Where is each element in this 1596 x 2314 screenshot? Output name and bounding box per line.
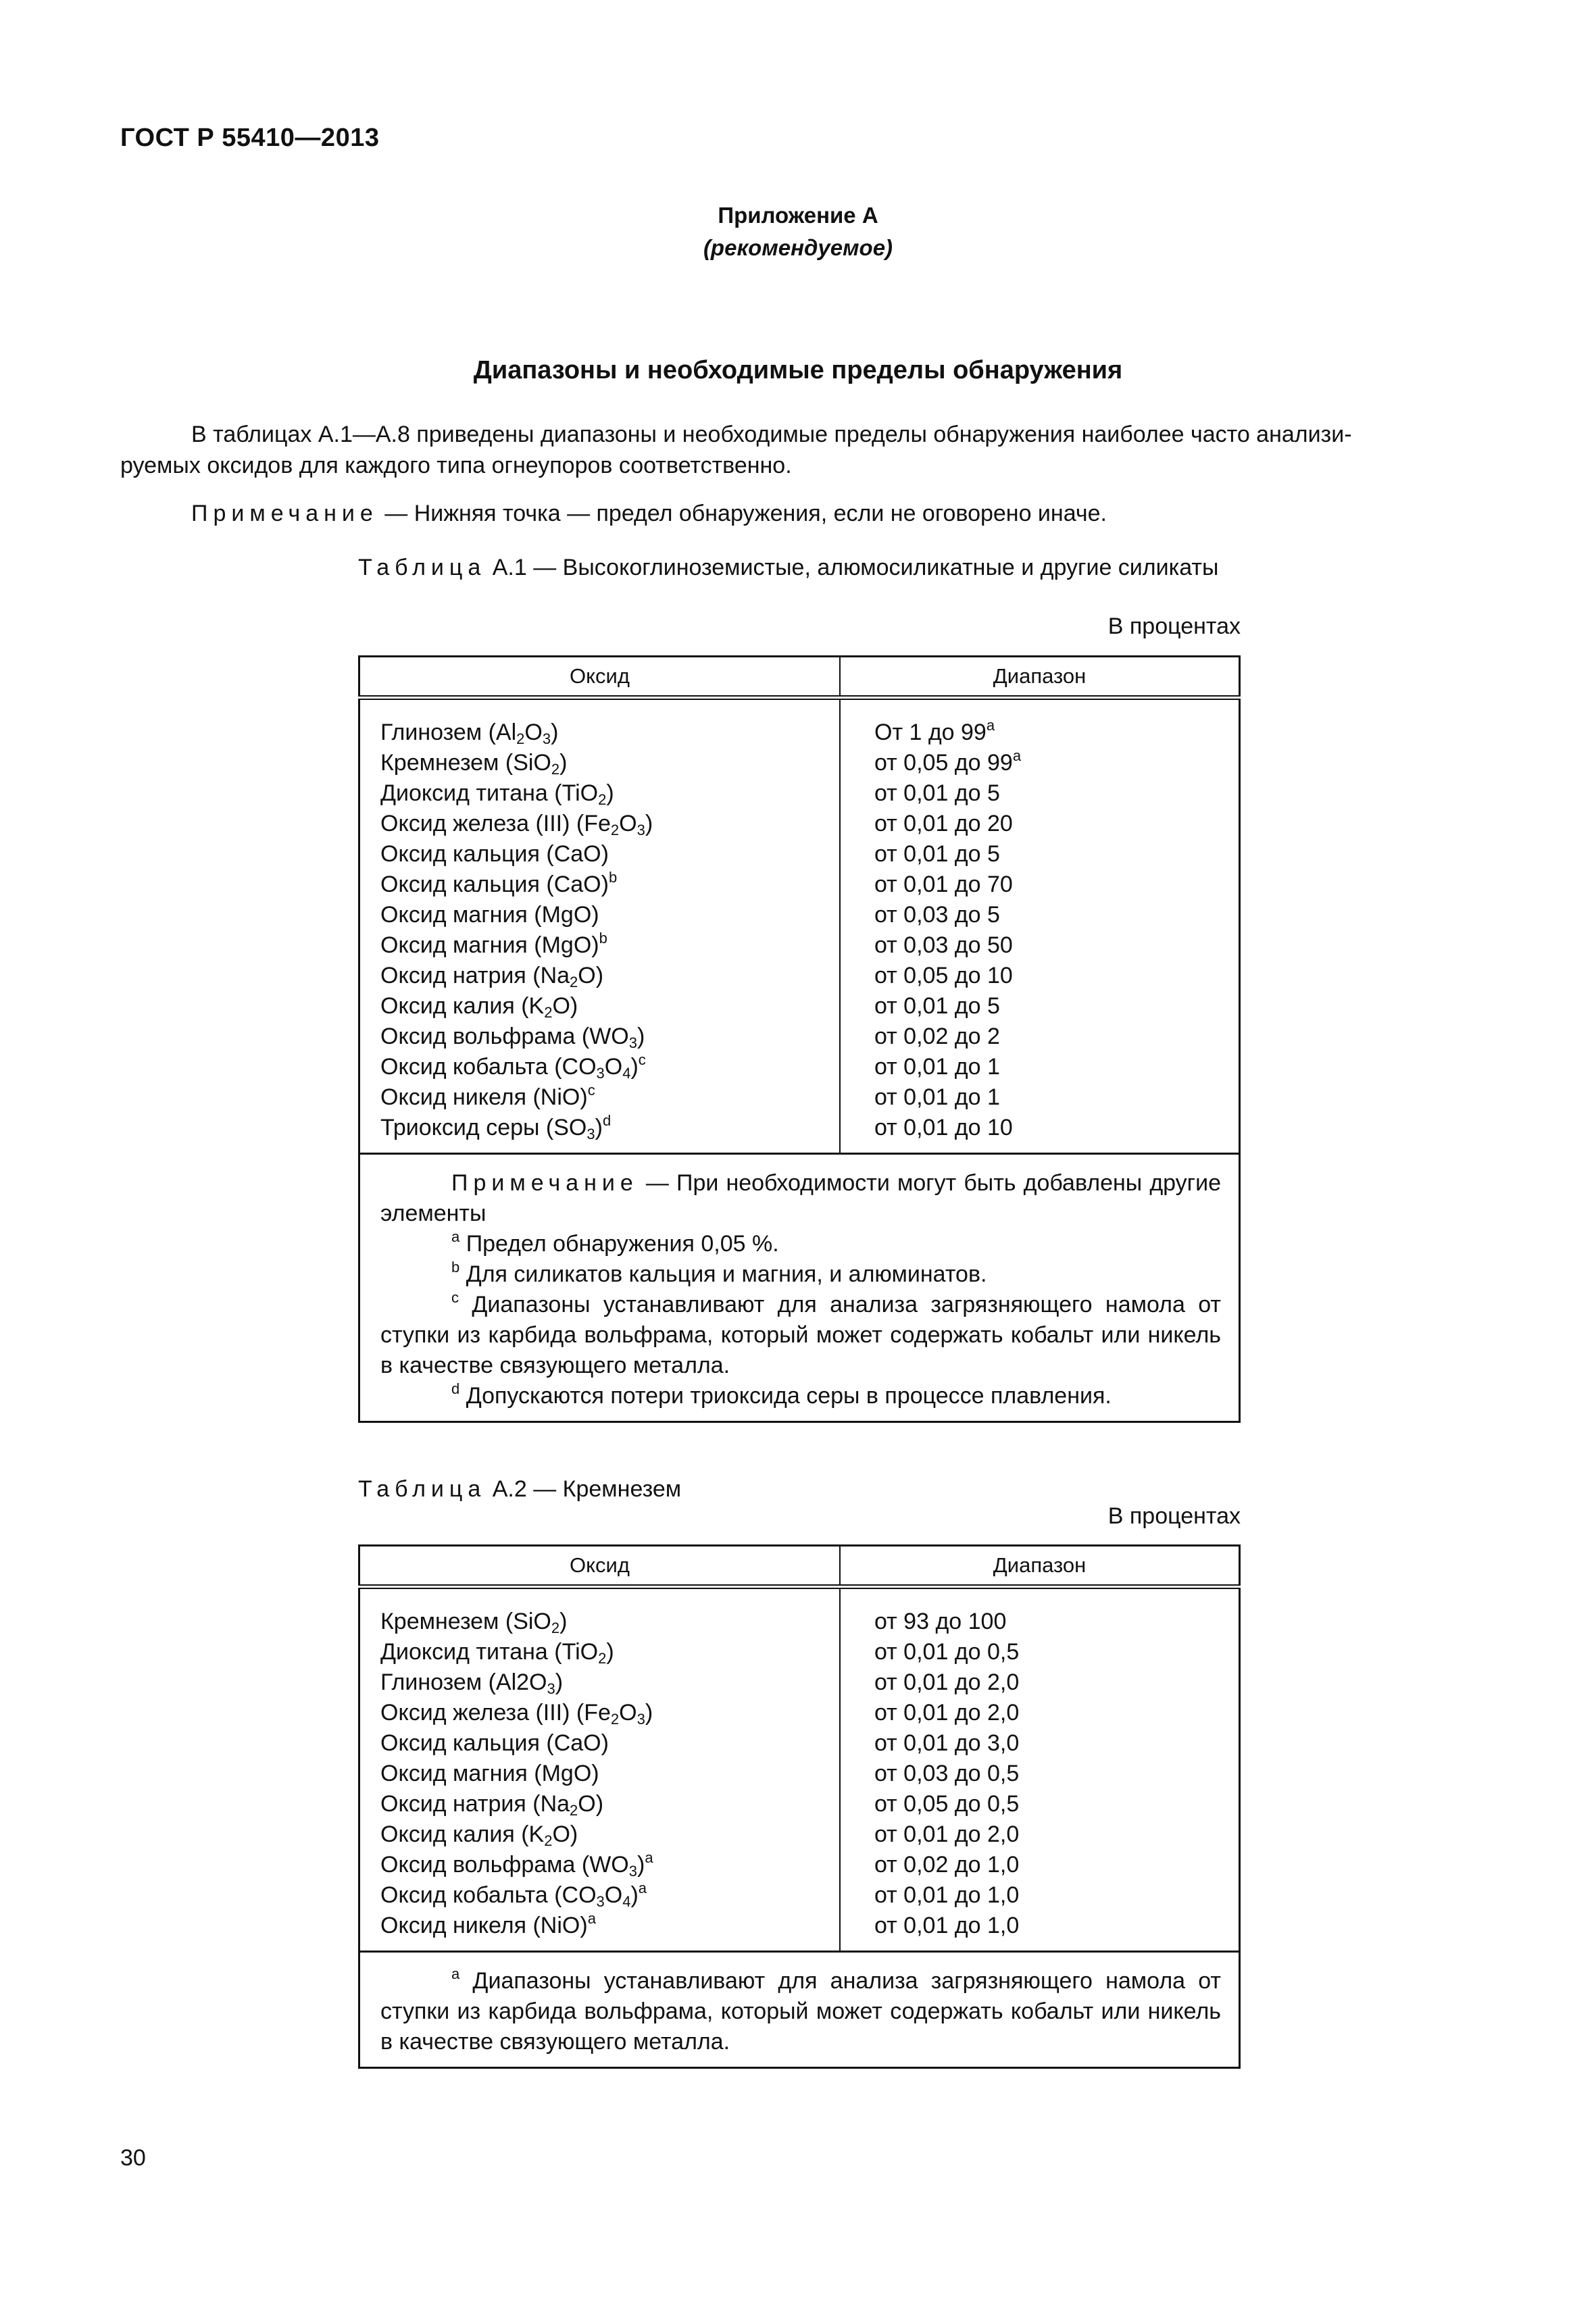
range-value: [874, 1637, 1238, 1667]
oxide-text: Кремнезем (SiO: [380, 1609, 551, 1634]
footnote-mark: b: [451, 1259, 460, 1276]
oxide-name: [380, 809, 839, 839]
table2: [358, 1544, 1241, 2069]
range-text: от 0,01 до 5: [874, 780, 1000, 806]
footnote-text: Диапазоны устанавливают для анализа загрязняющего намола от ступки из карбида вольфрама, который может содержать кобальт или никель в качестве связующего металла.: [380, 1292, 1221, 1378]
oxide-text: Диоксид титана (TiO: [380, 1639, 599, 1665]
oxide-name: [380, 1850, 839, 1880]
subscript: 4: [622, 1065, 631, 1082]
table1-caption: [358, 553, 1240, 582]
range-value: [874, 718, 1238, 748]
table1-notes: [359, 1154, 1240, 1422]
subscript: 2: [570, 974, 578, 990]
oxide-name: [380, 1728, 839, 1759]
range-text: от 0,01 до 5: [874, 993, 1000, 1019]
note-label: Примечание: [191, 501, 378, 526]
footnote-text: Допускаются потери триоксида серы в процессе плавления.: [459, 1383, 1112, 1409]
oxide-text: Глинозем (Al: [380, 720, 517, 745]
oxide-text: O): [552, 993, 578, 1019]
oxide-text: Глинозем (Al2O: [380, 1669, 547, 1695]
footnote-text: Диапазоны устанавливают для анализа загрязняющего намола от ступки из карбида вольфрама, который может содержать кобальт или никель в качестве связующего металла.: [380, 1968, 1221, 2055]
table1-note-label: Примечание: [451, 1170, 639, 1196]
range-text: от 0,01 до 0,5: [874, 1639, 1020, 1665]
oxide-name: [380, 839, 839, 870]
oxide-text: ): [595, 1115, 603, 1140]
range-text: от 0,05 до 0,5: [874, 1791, 1020, 1817]
oxide-text: Оксид калия (K: [380, 993, 545, 1019]
oxide-text: Оксид кальция (CaO): [380, 872, 609, 897]
footnote-mark: a: [1012, 747, 1022, 764]
oxide-name: [380, 991, 839, 1022]
range-value: [874, 748, 1238, 778]
range-value: [874, 961, 1238, 991]
oxide-text: ): [559, 1609, 568, 1634]
footnote-text: Предел обнаружения 0,05 %.: [459, 1231, 779, 1257]
table1-range-cell: [840, 698, 1240, 1154]
footnote-mark: d: [451, 1380, 460, 1397]
table2-footnotes: [380, 1966, 1221, 2057]
range-text: от 0,01 до 1,0: [874, 1913, 1020, 1938]
oxide-name: [380, 930, 839, 961]
range-value: [874, 1728, 1238, 1759]
footnote: [380, 1259, 1221, 1290]
oxide-name: [380, 718, 839, 748]
oxide-name: [380, 870, 839, 900]
footnote-mark: a: [451, 1228, 460, 1245]
table1-footnotes: [380, 1229, 1221, 1411]
oxide-text: Кремнезем (SiO: [380, 750, 551, 776]
document-id: ГОСТ Р 55410—2013: [120, 124, 380, 152]
oxide-name: [380, 1607, 839, 1637]
range-text: от 0,02 до 1,0: [874, 1852, 1020, 1878]
range-value: [874, 991, 1238, 1022]
subscript: 3: [587, 1126, 595, 1142]
footnote-mark: a: [451, 1965, 460, 1982]
oxide-name: [380, 1698, 839, 1728]
subscript: 3: [596, 1065, 605, 1082]
footnote-mark: c: [587, 1082, 595, 1099]
table2-range-cell: [840, 1587, 1240, 1952]
oxide-text: O: [619, 811, 637, 836]
table1-col-oxide: Оксид: [359, 657, 841, 698]
range-text: от 0,01 до 1: [874, 1054, 1000, 1080]
range-value: [874, 809, 1238, 839]
subscript: 3: [547, 1680, 555, 1697]
oxide-text: O: [524, 720, 543, 745]
subscript: 3: [637, 822, 645, 838]
oxide-text: O): [578, 963, 604, 988]
range-text: от 0,01 до 2,0: [874, 1669, 1020, 1695]
range-text: от 0,01 до 10: [874, 1115, 1013, 1140]
range-value: [874, 1850, 1238, 1880]
range-value: [874, 1113, 1238, 1143]
table1-label: Таблица: [358, 555, 487, 580]
range-text: от 0,01 до 70: [874, 872, 1013, 897]
table2-notes: [359, 1952, 1240, 2068]
table1-unit-text: В процентах: [1107, 613, 1241, 639]
range-value: [874, 870, 1238, 900]
range-text: от 0,03 до 50: [874, 932, 1013, 958]
oxide-text: ): [555, 1669, 564, 1695]
subscript: 2: [516, 730, 525, 747]
range-value: [874, 1082, 1238, 1113]
oxide-text: Оксид натрия (Na: [380, 963, 570, 988]
range-text: от 0,01 до 2,0: [874, 1821, 1020, 1847]
subscript: 4: [622, 1893, 631, 1910]
footnote-mark: a: [645, 1849, 653, 1866]
oxide-text: ): [606, 780, 614, 806]
subscript: 2: [570, 1802, 578, 1819]
range-text: от 0,03 до 5: [874, 902, 1000, 928]
note-text: — Нижняя точка — предел обнаружения, если не оговорено иначе.: [378, 501, 1107, 526]
table1-note: [380, 1168, 1221, 1229]
subscript: 3: [596, 1893, 605, 1910]
oxide-name: [380, 1789, 839, 1819]
range-text: от 0,01 до 1: [874, 1084, 1000, 1110]
footnote-mark: b: [608, 869, 618, 886]
oxide-name: [380, 1819, 839, 1850]
subscript: 2: [610, 1711, 620, 1728]
intro-paragraph: [120, 419, 1478, 481]
range-text: от 0,01 до 5: [874, 841, 1000, 867]
range-value: [874, 1607, 1238, 1637]
range-value: [874, 1022, 1238, 1052]
oxide-name: [380, 1022, 839, 1052]
footnote: [380, 1290, 1221, 1381]
oxide-text: ): [645, 1700, 653, 1726]
oxide-text: Оксид магния (MgO): [380, 902, 599, 928]
page-number: 30: [120, 2145, 146, 2171]
oxide-text: O): [552, 1821, 578, 1847]
range-value: [874, 1789, 1238, 1819]
range-text: от 0,01 до 3,0: [874, 1730, 1020, 1756]
footnote-mark: a: [986, 717, 995, 734]
subscript: 2: [551, 1619, 560, 1636]
oxide-name: [380, 1637, 839, 1667]
oxide-text: Оксид железа (III) (Fe: [380, 1700, 611, 1726]
range-value: [874, 1698, 1238, 1728]
footnote-mark: d: [602, 1112, 612, 1129]
intro-note: [120, 498, 1478, 529]
range-text: от 0,01 до 1,0: [874, 1882, 1020, 1908]
range-value: [874, 1052, 1238, 1082]
subscript: 3: [628, 1034, 638, 1051]
oxide-text: O: [619, 1700, 637, 1726]
footnote-mark: a: [587, 1910, 596, 1927]
annex-subtitle: (рекомендуемое): [703, 235, 893, 260]
footnote-mark: c: [638, 1051, 646, 1068]
oxide-text: Оксид магния (MgO): [380, 932, 599, 958]
range-text: от 0,01 до 20: [874, 811, 1013, 836]
oxide-text: ): [637, 1024, 645, 1049]
range-text: от 0,05 до 99: [874, 750, 1013, 776]
table1-caption-text: А.1 — Высокоглиноземистые, алюмосиликатные и другие силикаты: [486, 555, 1219, 580]
range-text: от 0,02 до 2: [874, 1024, 1000, 1049]
oxide-name: [380, 1880, 839, 1911]
oxide-text: Оксид калия (K: [380, 1821, 545, 1847]
oxide-name: [380, 1052, 839, 1082]
oxide-text: Оксид кобальта (CO: [380, 1054, 597, 1080]
oxide-text: ): [645, 811, 653, 836]
oxide-name: [380, 1911, 839, 1941]
section-title: Диапазоны и необходимые пределы обнаружения: [473, 356, 1123, 384]
oxide-name: [380, 1113, 839, 1143]
oxide-text: Оксид магния (MgO): [380, 1761, 599, 1786]
table2-caption-text: А.2 — Кремнезем: [486, 1476, 682, 1502]
oxide-text: ): [637, 1852, 645, 1878]
oxide-text: Оксид вольфрама (WO: [380, 1024, 629, 1049]
footnote-mark: c: [451, 1289, 459, 1306]
table1-note-text: — При необходимости могут быть добавлены другие элементы: [380, 1170, 1221, 1226]
oxide-text: ): [551, 720, 559, 745]
range-value: [874, 1911, 1238, 1941]
subscript: 2: [551, 761, 560, 778]
table2-oxide-cell: [359, 1587, 841, 1952]
oxide-text: Оксид кальция (CaO): [380, 841, 609, 867]
table2-label: Таблица: [358, 1476, 487, 1502]
oxide-name: [380, 778, 839, 809]
subscript: 2: [544, 1004, 553, 1021]
table1-col-range: Диапазон: [840, 657, 1240, 698]
range-text: От 1 до 99: [874, 720, 987, 745]
oxide-name: [380, 900, 839, 930]
oxide-text: O: [604, 1054, 623, 1080]
range-text: от 0,03 до 0,5: [874, 1761, 1020, 1786]
oxide-text: Оксид кальция (CaO): [380, 1730, 609, 1756]
table2-col-oxide: Оксид: [359, 1546, 841, 1587]
range-value: [874, 900, 1238, 930]
oxide-name: [380, 1667, 839, 1698]
range-text: от 0,05 до 10: [874, 963, 1013, 988]
range-value: [874, 778, 1238, 809]
oxide-text: Оксид кобальта (CO: [380, 1882, 597, 1908]
oxide-text: Оксид никеля (NiO): [380, 1084, 588, 1110]
annex-title: Приложение А: [718, 203, 878, 228]
range-value: [874, 1667, 1238, 1698]
oxide-text: ): [630, 1054, 639, 1080]
range-text: от 93 до 100: [874, 1609, 1007, 1634]
subscript: 2: [598, 791, 607, 808]
footnote: [380, 1229, 1221, 1259]
subscript: 3: [628, 1863, 638, 1880]
table1-oxide-cell: [359, 698, 841, 1154]
range-value: [874, 1759, 1238, 1789]
table1: [358, 655, 1241, 1423]
footnote: [380, 1381, 1221, 1411]
footnote-mark: b: [599, 930, 607, 947]
subscript: 2: [610, 822, 620, 838]
footnote-mark: a: [638, 1880, 647, 1896]
oxide-text: O: [604, 1882, 623, 1908]
range-value: [874, 1880, 1238, 1911]
footnote: [380, 1966, 1221, 2057]
subscript: 2: [598, 1650, 607, 1667]
oxide-name: [380, 748, 839, 778]
oxide-name: [380, 1759, 839, 1789]
oxide-text: Оксид вольфрама (WO: [380, 1852, 629, 1878]
oxide-text: Триоксид серы (SO: [380, 1115, 587, 1140]
table2-unit-text: В процентах: [1107, 1503, 1241, 1529]
oxide-text: Оксид железа (III) (Fe: [380, 811, 611, 836]
intro-line-1: В таблицах А.1—А.8 приведены диапазоны и необходимые пределы обнаружения наиболее часто анализи-: [191, 422, 1352, 447]
intro-line-2: руемых оксидов для каждого типа огнеупоров соответственно.: [120, 453, 792, 478]
oxide-text: ): [559, 750, 568, 776]
oxide-text: Оксид натрия (Na: [380, 1791, 570, 1817]
range-value: [874, 1819, 1238, 1850]
oxide-text: O): [578, 1791, 604, 1817]
oxide-name: [380, 961, 839, 991]
table2-caption: [358, 1474, 1240, 1504]
oxide-text: ): [630, 1882, 639, 1908]
oxide-text: Диоксид титана (TiO: [380, 780, 599, 806]
range-value: [874, 930, 1238, 961]
range-text: от 0,01 до 2,0: [874, 1700, 1020, 1726]
subscript: 3: [542, 730, 551, 747]
oxide-name: [380, 1082, 839, 1113]
subscript: 3: [637, 1711, 645, 1728]
range-value: [874, 839, 1238, 870]
table2-col-range: Диапазон: [840, 1546, 1240, 1587]
footnote-text: Для силикатов кальция и магния, и алюминатов.: [459, 1261, 987, 1287]
oxide-text: Оксид никеля (NiO): [380, 1913, 588, 1938]
oxide-text: ): [606, 1639, 614, 1665]
subscript: 2: [544, 1832, 553, 1849]
